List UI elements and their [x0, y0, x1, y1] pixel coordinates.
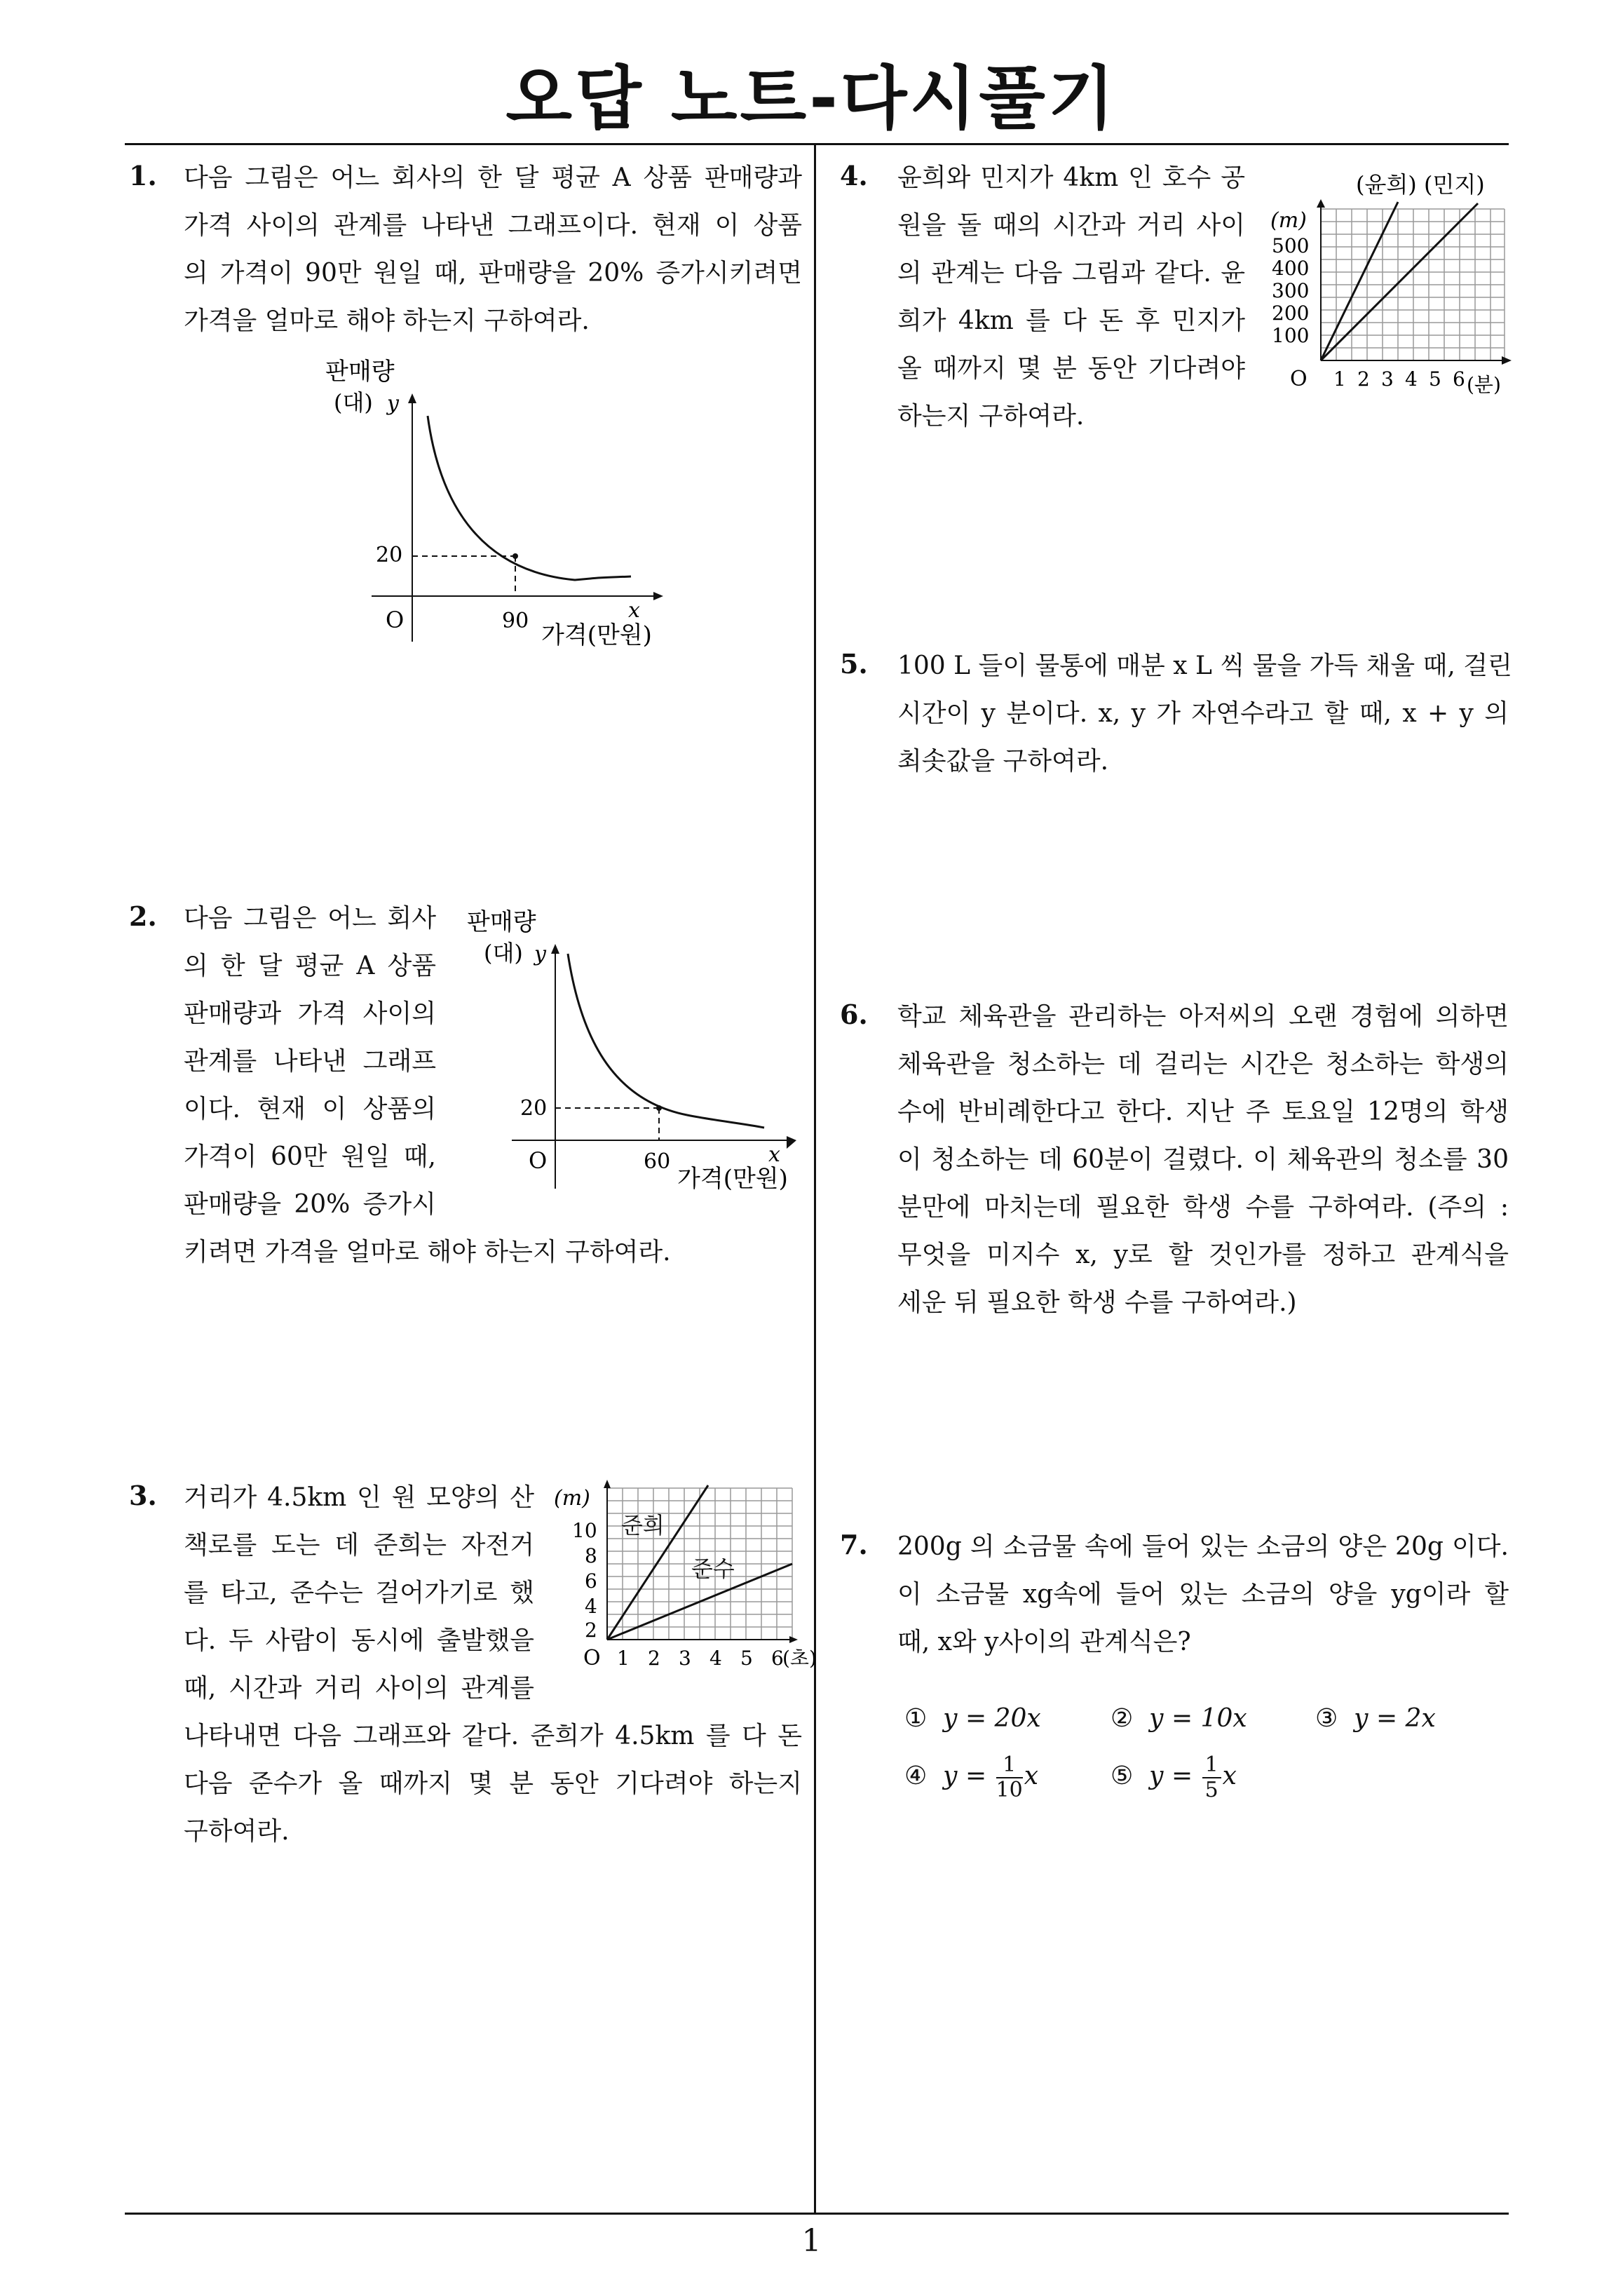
question-text-line: 키려면 가격을 얼마로 해야 하는지 구하여라.	[184, 1238, 671, 1267]
y-tick: 4	[585, 1595, 597, 1618]
fraction: $\frac{1}{10}$	[996, 1753, 1023, 1802]
q1-graph	[315, 354, 680, 649]
x-tick: 3	[679, 1647, 691, 1670]
question-text-line: 하는지 구하여라.	[897, 402, 1085, 431]
x-tick: 6	[771, 1647, 784, 1670]
x-tick: 5	[1429, 367, 1441, 391]
choice-3[interactable]: ③ y = 2x	[1315, 1704, 1436, 1733]
x-tick: 6	[1453, 367, 1465, 391]
question-text-line: 200g 의 소금물 속에 들어 있는 소금의 양은 20g 이다.	[897, 1532, 1509, 1561]
question-number: 5.	[840, 648, 868, 680]
x-tick: 4	[1405, 367, 1418, 391]
question-text-line: 구하여라.	[184, 1817, 290, 1846]
question-text-line: 최솟값을 구하여라.	[897, 747, 1109, 776]
question-text-line: 이 청소하는 데 60분이 걸렸다. 이 체육관의 청소를 30	[897, 1145, 1509, 1174]
question-text-line: 나타내면 다음 그래프와 같다. 준희가 4.5km 를 다 돈	[184, 1722, 802, 1750]
y-tick: 500	[1272, 234, 1310, 257]
question-text-line: 올 때까지 몇 분 동안 기다려야	[897, 354, 1245, 383]
x-axis-label: 가격(만원)	[541, 621, 652, 649]
question-text-line: 희가 4km 를 다 돈 후 민지가	[897, 306, 1245, 335]
question-text-line: 의 관계는 다음 그림과 같다. 윤	[897, 259, 1245, 288]
question-number: 3.	[129, 1480, 157, 1511]
question-text-line: 를 타고, 준수는 걸어가기로 했	[184, 1579, 534, 1607]
question-text-line: 이다. 현재 이 상품의	[184, 1095, 436, 1123]
y-axis-unit: (m)	[554, 1486, 590, 1511]
question-text-line: 윤희와 민지가 4km 인 호수 공	[897, 163, 1245, 192]
question-text-line: 의 한 달 평균 A 상품	[184, 952, 436, 980]
x-tick: 1	[617, 1647, 630, 1670]
y-tick: 300	[1272, 279, 1310, 302]
fraction: $\frac{1}{5}$	[1202, 1753, 1221, 1802]
y-tick: 6	[585, 1569, 597, 1593]
question-text-line: 학교 체육관을 관리하는 아저씨의 오랜 경험에 의하면	[897, 1002, 1509, 1031]
question-text-line: 수에 반비례한다고 한다. 지난 주 토요일 12명의 학생	[897, 1098, 1509, 1126]
q4-graph	[1266, 167, 1519, 405]
question-number: 7.	[840, 1529, 868, 1560]
column-divider	[814, 145, 816, 2214]
x-tick: 60	[644, 1149, 671, 1174]
x-axis-var: x	[768, 1142, 780, 1167]
question-number: 2.	[129, 900, 157, 932]
question-text-line: 때, 시간과 거리 사이의 관계를	[184, 1674, 534, 1703]
question-text-line: 관계를 나타낸 그래프	[184, 1047, 436, 1076]
question-text-line: 때, x와 y사이의 관계식은?	[897, 1628, 1191, 1656]
y-axis-unit: (m)	[1270, 208, 1307, 233]
question-text-line: 가격이 60만 원일 때,	[184, 1142, 436, 1171]
page-number: 1	[801, 2223, 822, 2259]
x-axis-var: x	[628, 598, 640, 623]
question-text-line: 책로를 도는 데 준희는 자전거	[184, 1531, 534, 1560]
question-text-line: 시간이 y 분이다. x, y 가 자연수라고 할 때, x + y 의	[897, 699, 1509, 728]
question-text-line: 원을 돌 때의 시간과 거리 사이	[897, 211, 1245, 240]
question-text-line: 무엇을 미지수 x, y로 할 것인가를 정하고 관계식을	[897, 1241, 1509, 1269]
y-tick: 10	[572, 1519, 597, 1542]
x-axis-label: 가격(만원)	[677, 1165, 788, 1193]
x-tick: 3	[1381, 367, 1394, 391]
question-text-line: 판매량과 가격 사이의	[184, 999, 436, 1028]
origin-label: O	[386, 607, 405, 633]
x-tick: 2	[1357, 367, 1370, 391]
series-label-junhee: 준희	[621, 1512, 665, 1539]
choice-5[interactable]: ⑤ y = $\frac{1}{5}$ x	[1111, 1753, 1237, 1802]
x-tick: 5	[740, 1647, 753, 1670]
q3-graph	[554, 1480, 817, 1690]
x-tick: 1	[1333, 367, 1346, 391]
choice-1[interactable]: ① y = 20x	[904, 1704, 1041, 1733]
x-tick: 90	[502, 609, 529, 633]
question-text-line: 세운 뒤 필요한 학생 수를 구하여라.)	[897, 1288, 1297, 1317]
y-axis-unit: (대)	[484, 940, 523, 966]
y-tick: 400	[1272, 257, 1310, 280]
question-text-line: 거리가 4.5km 인 원 모양의 산	[184, 1483, 534, 1512]
y-tick: 2	[585, 1619, 597, 1642]
question-text-line: 이 소금물 xg속에 들어 있는 소금의 양을 yg이라 할	[897, 1580, 1509, 1609]
y-axis-unit: (대)	[334, 389, 373, 416]
q2-graph	[463, 905, 813, 1206]
question-text-line: 다음 그림은 어느 회사	[184, 904, 436, 933]
question-number: 4.	[840, 160, 868, 191]
question-text-line: 가격을 얼마로 해야 하는지 구하여라.	[184, 306, 590, 335]
y-axis-label: 판매량	[325, 358, 395, 386]
origin-label: O	[1290, 367, 1308, 391]
series-label-junsu: 준수	[691, 1555, 735, 1582]
choice-4[interactable]: ④ y = $\frac{1}{10}$ x	[904, 1753, 1039, 1802]
question-text-line: 100 L 들이 물통에 매분 x L 씩 물을 가득 채울 때, 걸린	[897, 651, 1512, 680]
question-number: 1.	[129, 160, 157, 191]
y-tick: 100	[1272, 324, 1310, 347]
question-text-line: 가격 사이의 관계를 나타낸 그래프이다. 현재 이 상품	[184, 211, 802, 240]
question-text-line: 다음 준수가 올 때까지 몇 분 동안 기다려야 하는지	[184, 1769, 802, 1798]
x-tick: 2	[648, 1647, 660, 1670]
question-text-line: 판매량을 20% 증가시	[184, 1190, 436, 1219]
origin-label: O	[529, 1147, 548, 1174]
y-axis-var: y	[534, 942, 546, 966]
question-text-line: 체육관을 청소하는 데 걸리는 시간은 청소하는 학생의	[897, 1050, 1509, 1079]
y-tick: 8	[585, 1544, 597, 1567]
x-tick: 4	[709, 1647, 722, 1670]
y-tick: 20	[520, 1096, 548, 1121]
question-text-line: 분만에 마치는데 필요한 학생 수를 구하여라. (주의 :	[897, 1193, 1509, 1222]
x-axis-unit: (초)	[782, 1647, 817, 1670]
y-tick: 200	[1272, 302, 1310, 325]
y-tick: 20	[376, 543, 403, 567]
y-axis-label: 판매량	[467, 908, 536, 936]
x-axis-unit: (분)	[1467, 373, 1501, 396]
choice-2[interactable]: ② y = 10x	[1111, 1704, 1247, 1733]
question-text-line: 의 가격이 90만 원일 때, 판매량을 20% 증가시키려면	[184, 259, 802, 288]
question-text-line: 다. 두 사람이 동시에 출발했을	[184, 1626, 534, 1655]
question-text-line: 다음 그림은 어느 회사의 한 달 평균 A 상품 판매량과	[184, 163, 802, 192]
top-rule	[125, 143, 1509, 145]
question-number: 6.	[840, 999, 868, 1030]
bottom-rule	[125, 2213, 1509, 2215]
origin-label: O	[583, 1646, 601, 1670]
y-axis-var: y	[387, 391, 399, 416]
legend: (윤희) (민지)	[1356, 171, 1485, 198]
page-title: 오답 노트-다시풀기	[505, 59, 1118, 139]
